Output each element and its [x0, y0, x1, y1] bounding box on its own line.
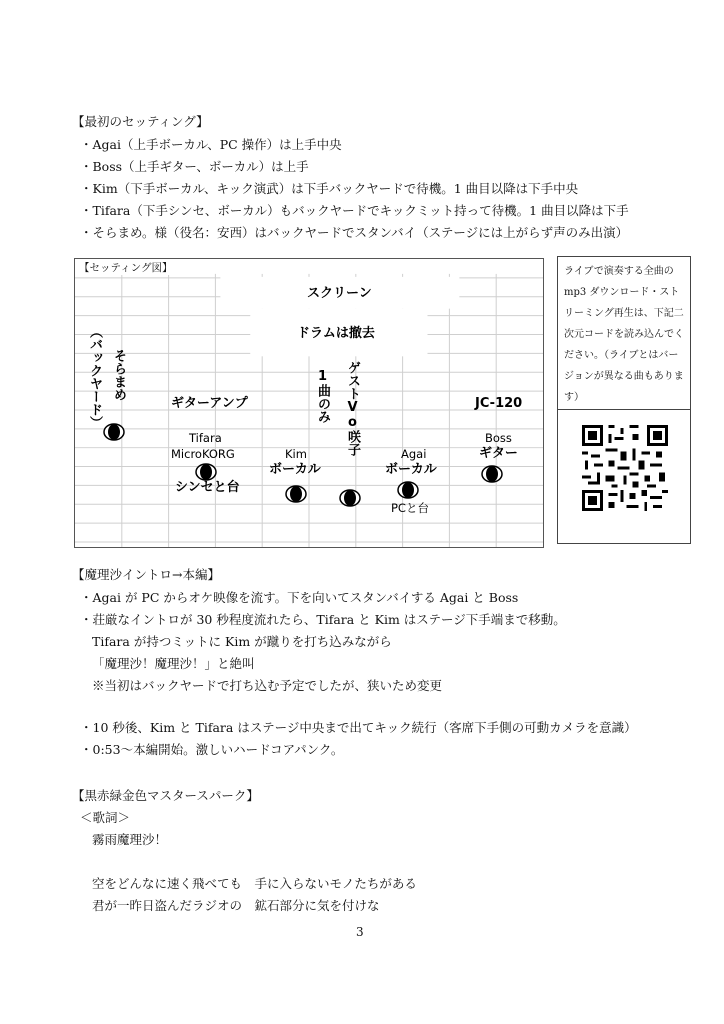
boss-role: ギター — [479, 446, 518, 461]
lyrics-line-3: 君が一昨日盗んだラジオの 鉱石部分に気を付けな — [92, 898, 380, 913]
pc-stand-label: PCと台 — [391, 501, 429, 515]
kim-position-icon — [285, 485, 307, 503]
bullet-agai: ・Agai（上手ボーカル、PC 操作）は上手中央 — [80, 137, 342, 152]
lyrics-line-1: 霧雨魔理沙！ — [92, 832, 168, 847]
qr-code-icon[interactable] — [582, 425, 668, 511]
bullet-tifara: ・Tifara（下手シンセ、ボーカル）もバックヤードでキックミット持って待機。1 曲目以降は下手 — [80, 203, 629, 218]
guest-position-icon — [339, 489, 361, 507]
intro-line-3: Tifara が持つミットに Kim が蹴りを打ち込みながら — [92, 634, 392, 649]
agai-role: ボーカル — [385, 462, 437, 477]
bullet-kim: ・Kim（下手ボーカル、キック演武）は下手バックヤードで待機。1 曲目以降は下手中央 — [80, 181, 579, 196]
bullet-soramame: ・そらまめ。様（役名：安西）はバックヤードでスタンバイ（ステージには上がらず声のみ出演） — [80, 225, 629, 240]
kim-role: ボーカル — [269, 462, 321, 477]
download-note-box — [557, 256, 691, 544]
intro-line-2: ・荘厳なイントロが 30 秒程度流れたら、Tifara と Kim はステージ下手端まで移動。 — [80, 612, 566, 627]
boss-name: Boss — [485, 431, 512, 445]
spreadsheet-grid — [75, 259, 543, 547]
diagram-tag: 【セッティング図】 — [79, 262, 173, 274]
agai-position-icon — [397, 481, 419, 499]
intro-line-4: 「魔理沙！魔理沙！」と絶叫 — [92, 656, 255, 671]
intro-line-1: ・Agai が PC からオケ映像を流す。下を向いてスタンバイする Agai と Boss — [80, 590, 519, 605]
backyard-label: （バックヤード） — [87, 325, 102, 429]
download-note-text: ライブで演奏する全曲のmp3 ダウンロード・ストリーミング再生は、下記二次元コードを読み込んでください。（ライブとはバージョンが異なる曲もあります） — [564, 266, 684, 403]
jc120-label: JC-120 — [475, 396, 523, 411]
intro-line-7: ・0:53～本編開始。激しいハードコアパンク。 — [80, 742, 344, 757]
section-title-intro: 【魔理沙イントロ→本編】 — [72, 567, 220, 582]
drums-label: ドラムは撤去 — [297, 326, 375, 341]
soramame-position-icon — [103, 423, 125, 441]
page-number: 3 — [356, 925, 364, 939]
bullet-boss: ・Boss（上手ギター、ボーカル）は上手 — [80, 159, 309, 174]
boss-position-icon — [481, 465, 503, 483]
guitar-amp-label: ギターアンプ — [171, 396, 248, 411]
soramame-label: そらまめ — [111, 349, 126, 401]
tifara-position-icon — [195, 463, 217, 481]
agai-name: Agai — [401, 447, 427, 461]
lyrics-line-2: 空をどんなに速く飛べても 手に入らないモノたちがある — [92, 876, 417, 891]
intro-line-6: ・10 秒後、Kim と Tifara はステージ中央まで出てキック続行（客席下手側の可動カメラを意識） — [80, 720, 637, 735]
first-song-only-label: 1曲のみ — [315, 369, 330, 423]
tifara-name: Tifara — [189, 431, 222, 445]
note-divider — [558, 409, 690, 410]
setting-diagram — [74, 258, 544, 548]
section-title-setting: 【最初のセッティング】 — [72, 114, 209, 129]
kim-name: Kim — [285, 447, 307, 461]
guest-vocal-label: ゲストVo咲子 — [345, 361, 360, 456]
intro-line-5: ※当初はバックヤードで打ち込む予定でしたが、狭いため変更 — [92, 678, 443, 693]
tifara-instrument: MicroKORG — [171, 447, 235, 461]
section-title-master-spark: 【黒赤緑金色マスタースパーク】 — [72, 788, 259, 803]
lyrics-heading: ＜歌詞＞ — [80, 810, 131, 825]
synth-stand-label: シンセと台 — [175, 480, 240, 495]
screen-label: スクリーン — [307, 286, 372, 301]
